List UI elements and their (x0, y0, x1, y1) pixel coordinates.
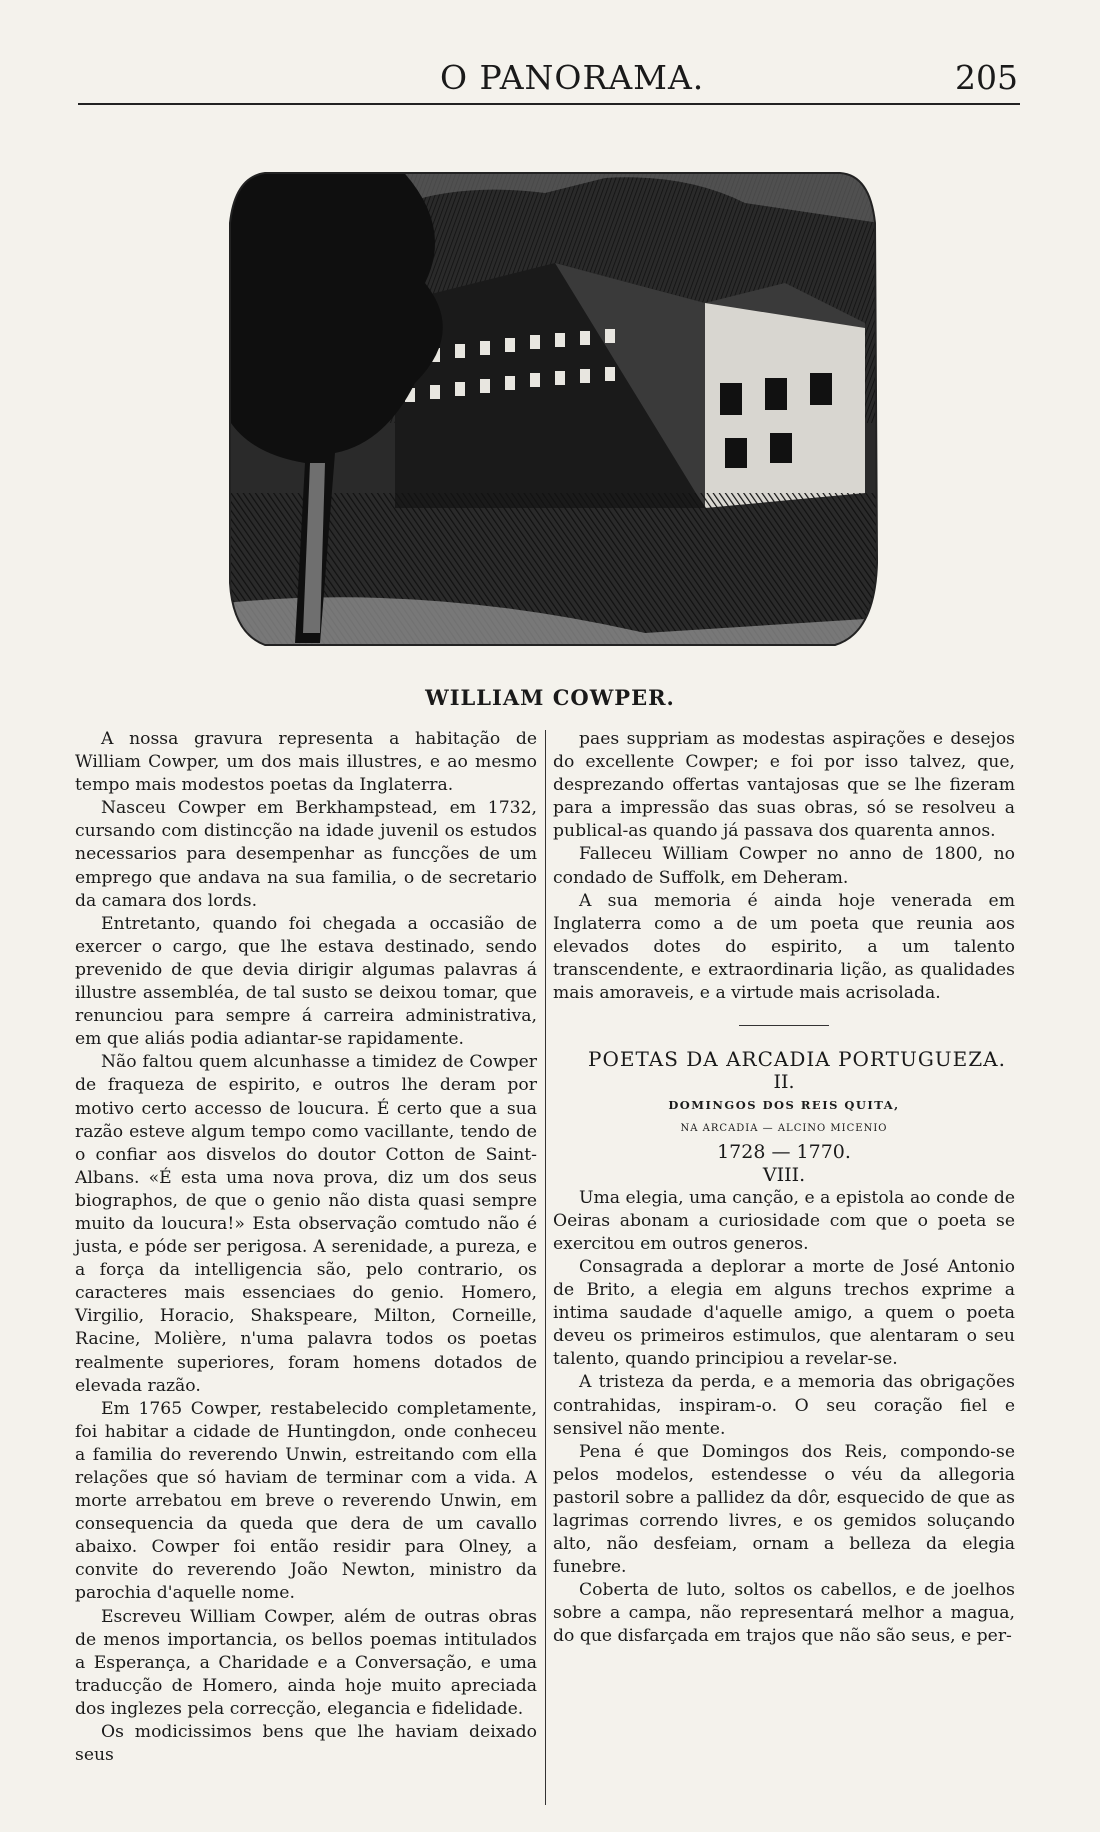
page-header (78, 58, 1020, 106)
poet-name: DOMINGOS DOS REIS QUITA, (668, 1098, 900, 1113)
article-paragraph: Entretanto, quando foi chegada a occasião de exercer o cargo, que lhe estava destinado, sendo prevenido de que devia dirigir algumas palavras á illustre assembléa, de tal susto se deixou tomar, que renunciou para sempre á carreira administrativa, em que aliás podia adiantar-se rapidamente. (75, 913, 537, 1050)
arcadian-name: NA ARCADIA — ALCINO MICENIO (680, 1123, 888, 1135)
section-title: POETAS DA ARCADIA PORTUGUEZA. (588, 1047, 1006, 1072)
poet-dates: 1728 — 1770. (717, 1140, 851, 1163)
running-title: O PANORAMA. (440, 58, 705, 97)
section-paragraph: Consagrada a deplorar a morte de José Antonio de Brito, a elegia em alguns trechos exprime a intima saudade d'aquelle amigo, a quem o poeta deveu os primeiros estimulos, que alentaram o seu talento, quando principiou a revelar-se. (553, 1256, 1015, 1370)
article-paragraph: Os modicissimos bens que lhe haviam deixado seus (75, 1722, 537, 1766)
header-rule (78, 103, 1020, 105)
left-column (75, 728, 537, 1767)
article-paragraph: Nasceu Cowper em Berkhampstead, em 1732, cursando com distincção na idade juvenil os estudos necessarios para desempenhar as funcções de um emprego que andava na sua familia, o de secretario da camara dos lords. (75, 798, 537, 911)
section-paragraph: Uma elegia, uma canção, e a epistola ao conde de Oeiras abonam a curiosidade com que o poeta se exercitou em outros generos. (553, 1187, 1015, 1254)
article-paragraph: Escreveu William Cowper, além de outras obras de menos importancia, os bellos poemas intitulados a Esperança, a Charidade e a Conversação, e uma traducção de Homero, ainda hoje muito apreciada dos inglezes pela correcção, elegancia e fidelidade. (75, 1606, 537, 1719)
column-rule (545, 730, 546, 1805)
section-paragraph: Coberta de luto, soltos os cabellos, e de joelhos sobre a campa, não representará melhor a magua, do que disfarçada em trajos que não são seus, e per- (553, 1580, 1015, 1647)
article-paragraph: A sua memoria é ainda hoje venerada em Inglaterra como a de um poeta que reunia aos elevados dotes do espirito, a um talento transcendente, e extraordinaria lição, as qualidades mais amoraveis, e a virtude mais acrisolada. (553, 890, 1015, 1004)
right-column (553, 728, 1015, 1649)
section-divider (739, 1025, 829, 1026)
article-paragraph: A nossa gravura representa a habitação de William Cowper, um dos mais illustres, e ao mesmo tempo mais modestos poetas da Inglaterra. (75, 729, 537, 796)
section-part: II. (773, 1071, 795, 1094)
engraving-house-with-tree-icon (225, 163, 880, 655)
article-paragraph: Falleceu William Cowper no anno de 1800, no condado de Suffolk, em Deheram. (553, 844, 1015, 888)
article-paragraph: Em 1765 Cowper, restabelecido completamente, foi habitar a cidade de Huntingdon, onde conheceu a familia do reverendo Unwin, estreitando com ella relações que só haviam de terminar com a vida. A morte arrebatou em breve o reverendo Unwin, em consequencia da queda que dera de um cavallo abaixo. Cowper foi então residir para Olney, a convite do reverendo João Newton, ministro da parochia d'aquelle nome. (75, 1398, 537, 1604)
section-paragraph: Pena é que Domingos dos Reis, compondo-se pelos modelos, estendesse o véu da allegoria pastoril sobre a pallidez da dôr, esquecido de que as lagrimas correndo livres, e os gemidos soluçando alto, não desfeiam, ornam a belleza da elegia funebre. (553, 1441, 1015, 1578)
article-title: WILLIAM COWPER. (425, 685, 675, 710)
article-paragraph: paes suppriam as modestas aspirações e desejos do excellente Cowper; e foi por isso talvez, que, desprezando offertas vantajosas que se lhe fizeram para a impressão das suas obras, só se resolveu a publical-as quando já passava dos quarenta annos. (553, 729, 1015, 842)
chapter-number: VIII. (762, 1163, 806, 1186)
page-number: 205 (955, 58, 1018, 97)
article-paragraph: Não faltou quem alcunhasse a timidez de Cowper de fraqueza de espirito, e outros lhe deram por motivo certo accesso de loucura. É certo que a sua razão esteve algum tempo como vacillante, tendo de o confiar aos disvelos do doutor Cotton de Saint-Albans. «É esta uma nova prova, diz um dos seus biographos, de que o genio não dista quasi sempre muito da loucura!» Esta observação comtudo não é justa, e póde ser perigosa. A serenidade, a pureza, e a força da intelligencia são, pelo contrario, os caracteres mais essenciaes do genio. Homero, Virgilio, Horacio, Shakspeare, Milton, Corneille, Racine, Molière, n'uma palavra todos os poetas realmente superiores, foram homens dotados de elevada razão. (75, 1052, 537, 1396)
section-paragraph: A tristeza da perda, e a memoria das obrigações contrahidas, inspiram-o. O seu coração fiel e sensivel não mente. (553, 1372, 1015, 1439)
